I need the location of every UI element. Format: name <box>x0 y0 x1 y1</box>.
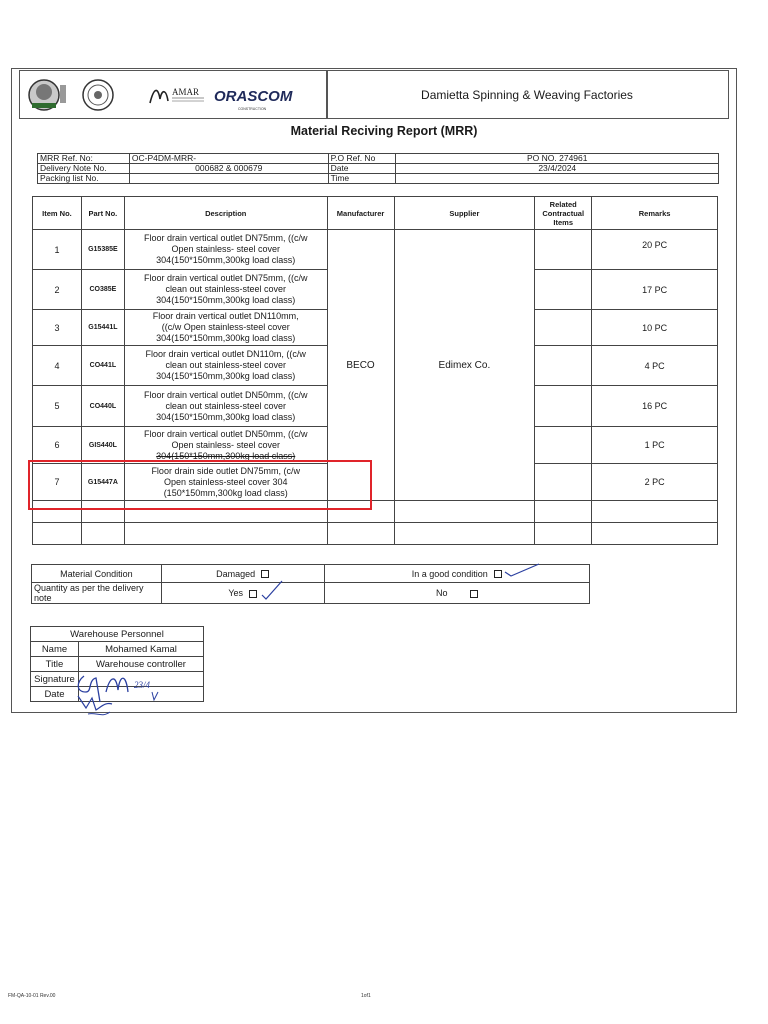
related-items-cell <box>535 346 592 386</box>
svg-text:CONSTRUCTION: CONSTRUCTION <box>238 107 267 111</box>
item-no-cell: 4 <box>33 346 82 386</box>
packing-list-value <box>129 174 328 184</box>
name-value: Mohamed Kamal <box>78 642 203 657</box>
no-option[interactable]: No <box>324 583 589 604</box>
related-items-cell <box>535 464 592 501</box>
description-cell: Floor drain vertical outlet DN50mm, ((c/w Open stainless- steel cover 304(150*150mm,300kg load class) <box>124 427 327 464</box>
item-no-cell: 6 <box>33 427 82 464</box>
round-emblem-logo <box>83 80 113 110</box>
svg-text:23/4: 23/4 <box>134 680 151 690</box>
related-items-cell <box>535 230 592 270</box>
yes-checkbox[interactable] <box>249 590 257 598</box>
delivery-note-value: 000682 & 000679 <box>129 164 328 174</box>
part-no-cell: CO440L <box>81 386 124 427</box>
signature-label: Signature <box>31 672 79 687</box>
manufacturer-header: Manufacturer <box>327 197 394 230</box>
logo-strip <box>26 77 322 113</box>
svg-text:AMAR: AMAR <box>172 87 200 97</box>
related-items-cell <box>535 427 592 464</box>
description-cell: Floor drain vertical outlet DN75mm, ((c/w Open stainless- steel cover 304(150*150mm,300kg load class) <box>124 230 327 270</box>
item-no-cell: 5 <box>33 386 82 427</box>
related-items-cell <box>535 386 592 427</box>
remarks-cell: 1 PC <box>592 427 718 464</box>
date-label: Date <box>328 164 396 174</box>
item-no-cell: 3 <box>33 310 82 346</box>
item-no-header: Item No. <box>33 197 82 230</box>
delivery-note-label: Delivery Note No. <box>38 164 130 174</box>
date-value: 23/4/2024 <box>396 164 719 174</box>
description-cell: Floor drain vertical outlet DN75mm, ((c/w clean out stainless-steel cover 304(150*150mm,300kg load class) <box>124 270 327 310</box>
company-name: Damietta Spinning & Weaving Factories <box>421 87 633 102</box>
no-checkbox[interactable] <box>470 590 478 598</box>
time-value <box>396 174 719 184</box>
description-header: Description <box>124 197 327 230</box>
government-seal-logo <box>29 80 66 110</box>
description-cell: Floor drain vertical outlet DN110mm, ((c/w Open stainless-steel cover 304(150*150mm,300kg load class) <box>124 310 327 346</box>
good-condition-option[interactable]: In a good condition <box>324 565 589 583</box>
supplier-cell: Edimex Co. <box>394 230 535 501</box>
mrr-ref-label: MRR Ref. No: <box>38 154 130 164</box>
part-no-cell: CO385E <box>81 270 124 310</box>
document-header <box>19 70 729 119</box>
manufacturer-cell: BECO <box>327 230 394 501</box>
remarks-cell: 20 PC <box>592 230 718 270</box>
related-items-header: Related Contractual Items <box>535 197 592 230</box>
item-no-cell: 1 <box>33 230 82 270</box>
yes-option[interactable]: Yes <box>161 583 324 604</box>
supplier-header: Supplier <box>394 197 535 230</box>
po-ref-label: P.O Ref. No <box>328 154 396 164</box>
remarks-cell: 16 PC <box>592 386 718 427</box>
time-label: Time <box>328 174 396 184</box>
date-label-wh: Date <box>31 687 79 702</box>
remarks-header: Remarks <box>592 197 718 230</box>
part-no-cell: CO441L <box>81 346 124 386</box>
mrr-ref-value: OC-P4DM-MRR- <box>129 154 328 164</box>
description-cell: Floor drain vertical outlet DN50mm, ((c/w clean out stainless-steel cover 304(150*150mm,300kg load class) <box>124 386 327 427</box>
page-number: 1of1 <box>361 993 371 999</box>
svg-text:ORASCOM: ORASCOM <box>214 88 293 105</box>
item-no-cell: 2 <box>33 270 82 310</box>
title-label: Title <box>31 657 79 672</box>
packing-list-label: Packing list No. <box>38 174 130 184</box>
material-condition-label: Material Condition <box>32 565 162 583</box>
part-no-cell: GIS440L <box>81 427 124 464</box>
table-row <box>33 230 718 270</box>
part-no-cell: G15385E <box>81 230 124 270</box>
highlight-box-row-7 <box>28 460 372 510</box>
remarks-cell: 17 PC <box>592 270 718 310</box>
orascom-logo <box>214 88 293 111</box>
description-cell: Floor drain vertical outlet DN110m, ((c/w clean out stainless-steel cover 304(150*150mm,300kg load class) <box>124 346 327 386</box>
related-items-cell <box>535 310 592 346</box>
part-no-cell: G15447A <box>81 464 124 501</box>
remarks-cell: 4 PC <box>592 346 718 386</box>
damaged-checkbox[interactable] <box>261 570 269 578</box>
reference-table <box>37 153 719 184</box>
check-mark-icon <box>260 579 284 601</box>
part-no-cell: G15441L <box>81 310 124 346</box>
name-label: Name <box>31 642 79 657</box>
related-items-cell <box>535 270 592 310</box>
form-code: FM-QA-10-01 Rev.00 <box>8 993 56 999</box>
title-value: Warehouse controller <box>78 657 203 672</box>
contractor-logo <box>150 87 204 103</box>
good-condition-checkbox[interactable] <box>494 570 502 578</box>
check-mark-icon <box>503 562 543 578</box>
damaged-option[interactable]: Damaged <box>161 565 324 583</box>
handwritten-signature <box>66 662 176 722</box>
item-no-cell: 7 <box>33 464 82 501</box>
warehouse-title: Warehouse Personnel <box>31 627 204 642</box>
table-row-empty <box>33 523 718 545</box>
description-cell: Floor drain side outlet DN75mm, (c/w Open stainless-steel cover 304 (150*150mm,300kg load class) <box>124 464 327 501</box>
remarks-cell: 2 PC <box>592 464 718 501</box>
remarks-cell: 10 PC <box>592 310 718 346</box>
report-title: Material Reciving Report (MRR) <box>290 124 478 138</box>
condition-table <box>31 564 590 604</box>
po-ref-value: PO NO. 274961 <box>396 154 719 164</box>
quantity-label: Quantity as per the delivery note <box>32 583 162 604</box>
part-no-header: Part No. <box>81 197 124 230</box>
